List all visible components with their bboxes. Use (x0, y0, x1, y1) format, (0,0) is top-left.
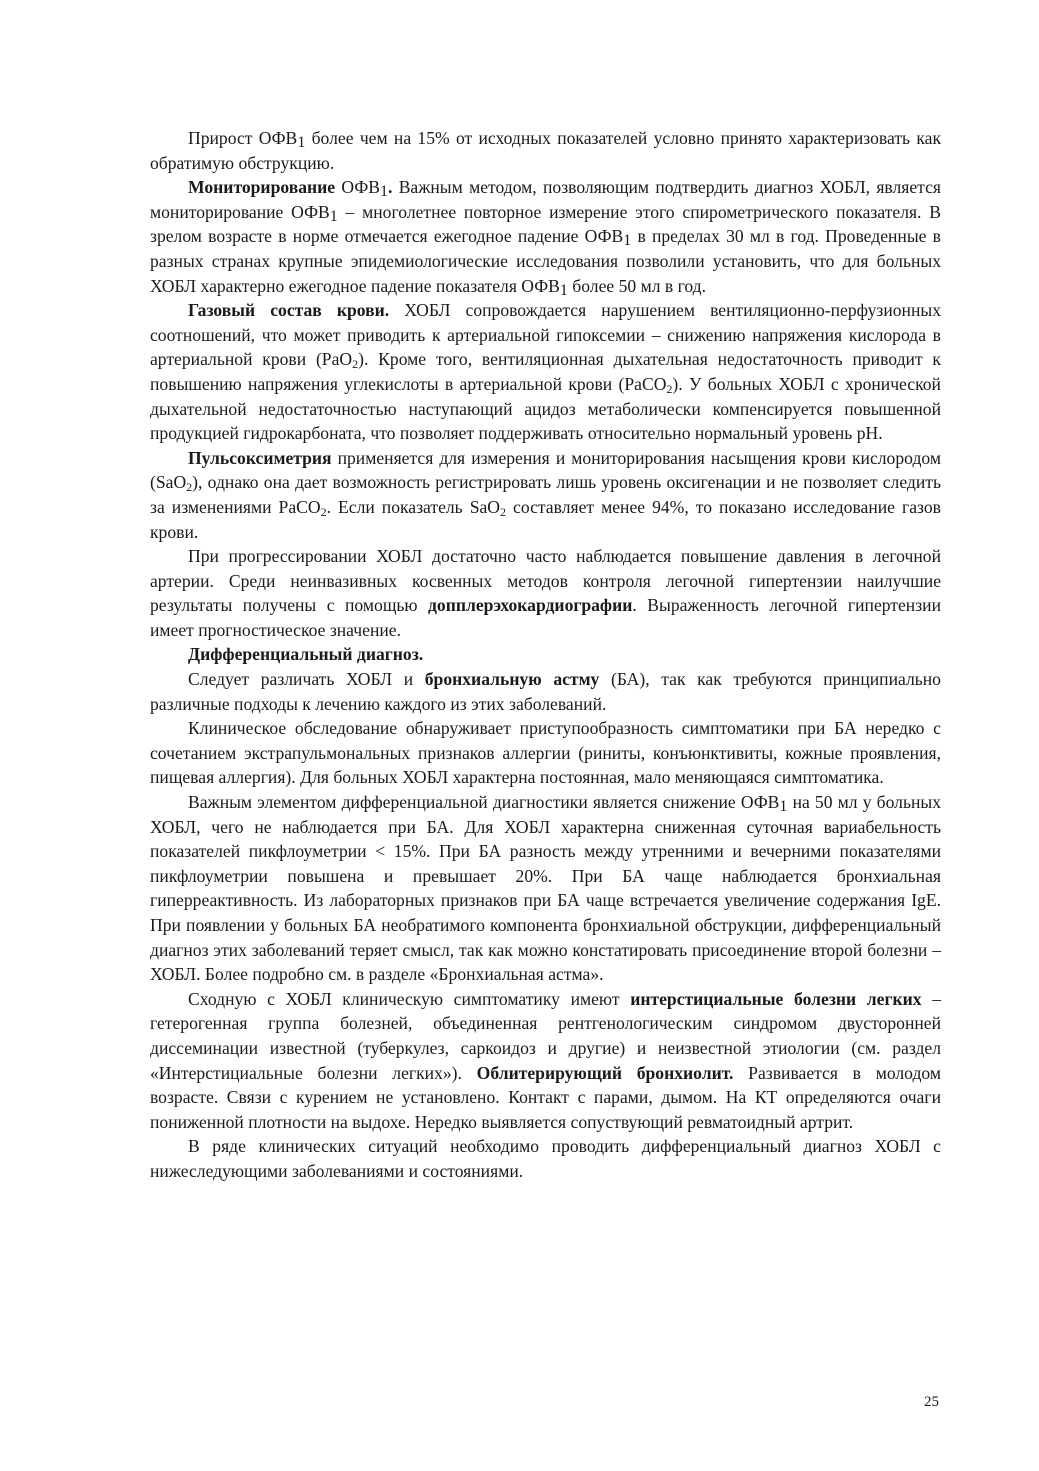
text: (БА), так как требуются принципиально различные подходы к лечению каждого из этих заболеваний. (150, 669, 941, 714)
subscript: 1 (623, 232, 632, 250)
text: Развивается в молодом возрасте. Связи с курением не установлено. Контакт с парами, дымом. На КТ определяются очаги пониженной плотности на выдохе. Нередко выявляется сопуствующий ревматоидный артрит. (150, 1062, 942, 1132)
subscript: 2 (500, 504, 507, 519)
subscript: 1 (379, 183, 388, 201)
text: применяется для измерения и мониторирования насыщения крови кислородом (SaO (150, 447, 941, 493)
subscript: 2 (186, 480, 193, 495)
paragraph-interstitial (150, 987, 941, 1135)
bold-term: Газовый состав крови. (188, 300, 390, 321)
section-heading: Дифференциальный диагноз. (188, 644, 424, 665)
paragraph-fev1-increase (150, 126, 941, 175)
text: Следует различать ХОБЛ и (188, 669, 425, 690)
bold-term: интерстициальные болезни легких (630, 988, 922, 1009)
subscript: 2 (666, 381, 673, 396)
subscript: 1 (329, 207, 338, 225)
paragraph-blood-gas (150, 298, 941, 446)
bold-term: бронхиальную астму (424, 669, 600, 690)
bold-term: допплерэхокардиографии (428, 595, 633, 616)
text: Важным методом, позволяющим подтвердить диагноз ХОБЛ, является мониторирование ОФВ (150, 177, 941, 222)
paragraph-diff-diagnostics (150, 790, 941, 987)
text: составляет менее 94%, то показано исследование газов крови. (150, 496, 941, 542)
paragraph-pulse-oximetry (150, 446, 941, 544)
text: – многолетнее повторное измерение этого спирометрического показателя. В зрелом возрасте в норме отмечается ежегодное падение ОФВ (150, 201, 941, 247)
document-body (150, 126, 941, 1184)
subscript: 1 (559, 281, 568, 299)
text: Важным элементом дифференциальной диагностики является снижение ОФВ (188, 792, 780, 813)
text: ). У больных ХОБЛ с хронической дыхательной недостаточностью наступающий ацидоз метаболически компенсируется повышенной продукцией гидрокарбоната, что позволяет поддерживать относительно нормальный уровень pH. (150, 373, 941, 444)
bold-term: Облитерирующий бронхиолит. (476, 1062, 734, 1083)
text: в пределах 30 мл в год. Проведенные в разных странах крупные эпидемиологические исследования позволили установить, что для больных ХОБЛ характерно ежегодное падение показателя ОФВ (150, 226, 941, 296)
text: При прогрессировании ХОБЛ достаточно часто наблюдается повышение давления в легочной артерии. Среди неинвазивных косвенных методов контроля легочной гипертензии наилучшие результаты получены с помощью (150, 546, 941, 616)
subscript: 1 (297, 134, 306, 151)
text: более 50 мл в год. (567, 275, 707, 296)
paragraph-fev1-monitoring (150, 175, 941, 298)
text: . Если показатель SaO (326, 496, 501, 517)
text: ОФВ (335, 177, 380, 198)
paragraph-pulmonary-hypertension (150, 544, 941, 642)
text: ), однако она дает возможность регистрировать лишь уровень оксигенации и не позволяет следить за изменениями PaCO (150, 472, 941, 517)
text: более чем на 15% от исходных показателей условно принято характеризовать как обратимую обструкцию. (150, 128, 942, 173)
page-number: 25 (924, 1394, 939, 1410)
subscript: 1 (779, 798, 788, 816)
text: Прирост ОФВ (188, 128, 298, 148)
text: ). Кроме того, вентиляционная дыхательная недостаточность приводит к повышению напряжения углекислоты в артериальной крови (PaCO (150, 349, 941, 394)
paragraph-clinical-exam: Клиническое обследование обнаруживает приступообразность симптоматики при БА нередко с сочетанием экстрапульмональных признаков аллергии (риниты, конъюнктивиты, кожные проявления, пищевая аллергия). Для больных ХОБЛ характерна постоянная, мало меняющаяся симптоматика. (150, 718, 941, 788)
subscript: 2 (352, 357, 359, 372)
paragraph-closing: В ряде клинических ситуаций необходимо проводить дифференциальный диагноз ХОБЛ с нижеследующими заболеваниями и состояниями. (150, 1136, 941, 1181)
text: Сходную с ХОБЛ клиническую симптоматику имеют (188, 988, 631, 1009)
paragraph-asthma-distinction (150, 667, 941, 716)
bold-term: Пульсоксиметрия (188, 447, 332, 468)
subscript: 2 (320, 504, 327, 519)
bold-term: Мониторирование (188, 177, 336, 198)
text: – гетерогенная группа болезней, объединенная рентгенологическим синдромом двусторонней диссеминации известной (туберкулез, саркоидоз и другие) и неизвестной этиологии (см. раздел «Интерстициальные болезни легких»). (150, 988, 942, 1083)
text: . Выраженность легочной гипертензии имеет прогностическое значение. (150, 595, 942, 640)
text: ХОБЛ сопровождается нарушением вентиляционно-перфузионных соотношений, что может приводить к артериальной гипоксемии – снижению напряжения кислорода в артериальной крови (PaO (150, 300, 941, 370)
text: на 50 мл у больных ХОБЛ, чего не наблюдается при БА. Для ХОБЛ характерна сниженная суточная вариабельность показателей пикфлоуметрии < 15%. При БА разность между утренними и вечерними показателями пикфлоуметрии повышена и превышает 20%. При БА чаще наблюдается бронхиальная гиперреактивность. Из лабораторных признаков при БА чаще встречается увеличение содержания IgE. При появлении у больных БА необратимого компонента бронхиальной обструкции, дифференциальный диагноз этих заболеваний теряет смысл, так как можно констатировать присоединение второй болезни – ХОБЛ. Более подробно см. в разделе «Бронхиальная астма». (150, 792, 942, 985)
bold-dot: . (387, 177, 393, 198)
